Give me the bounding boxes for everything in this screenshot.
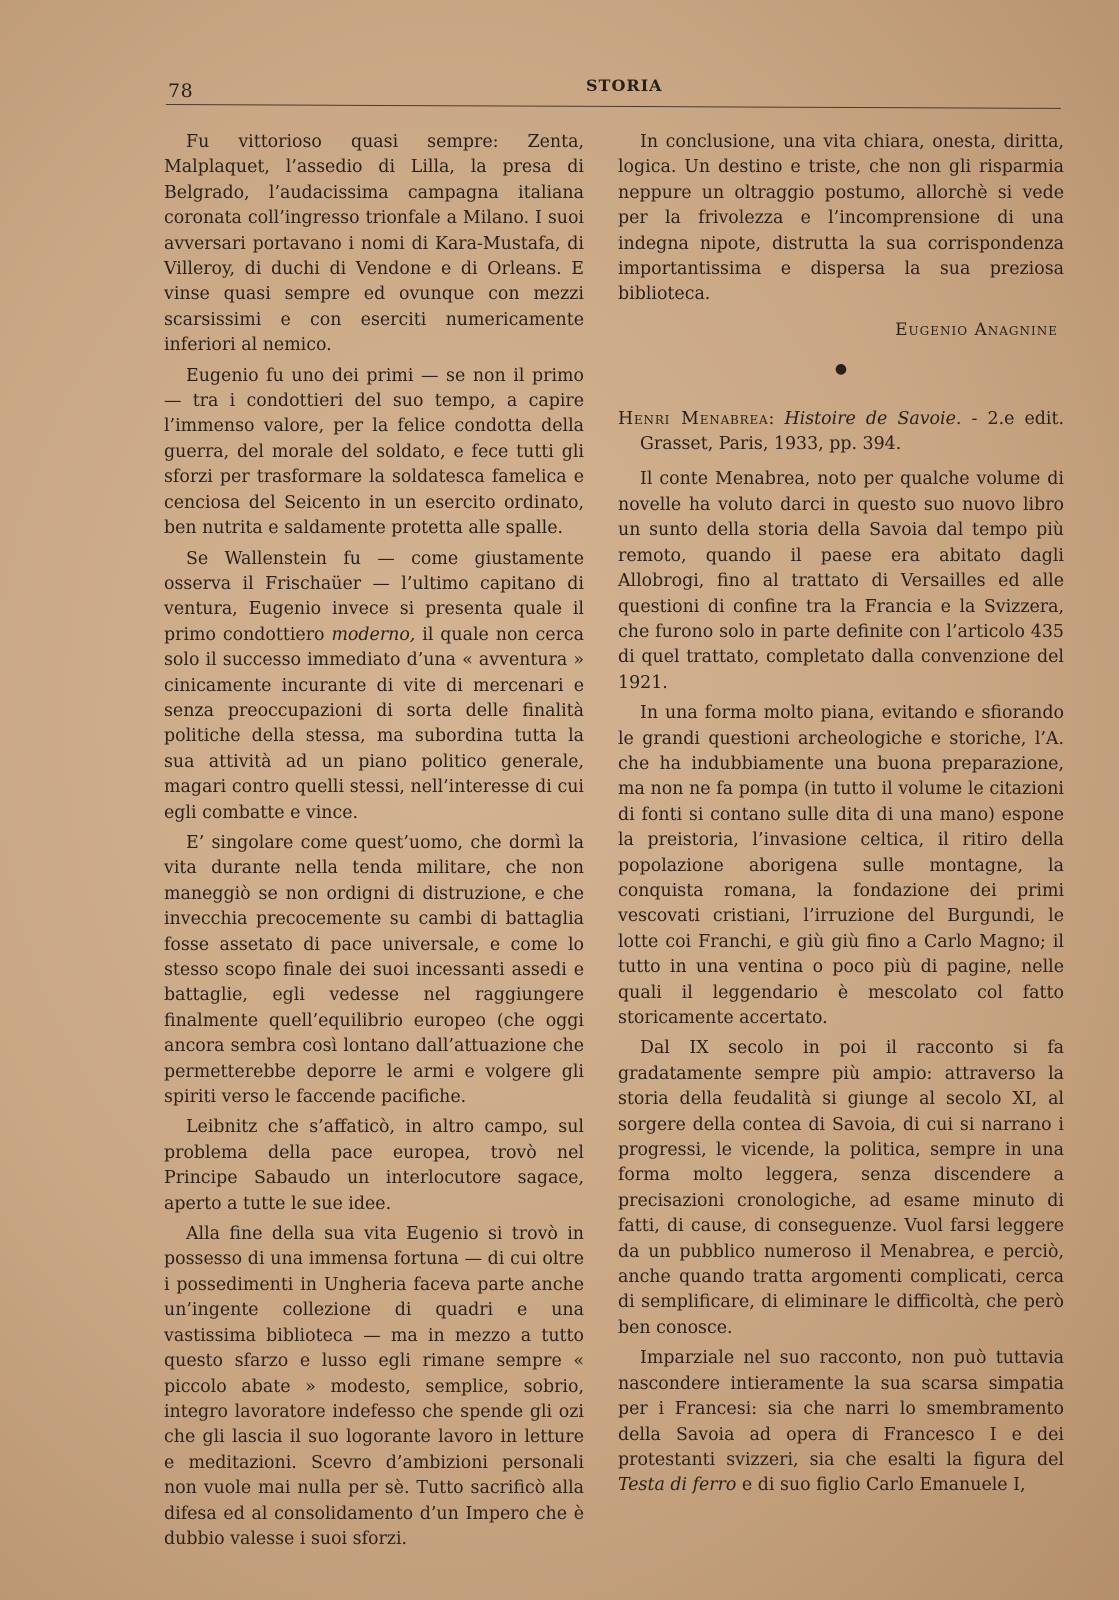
heading-colon: :: [768, 408, 785, 429]
paragraph: Dal IX secolo in poi il racconto si fa gradatamente sempre più ampio: attraverso la storia della feudalità si giunge al secolo XI, al sorgere della contea di Savoia, di cui si narrano i progressi, le vicende, la politica, sempre in una forma molto leggera, senza discendere a precisazioni cronologiche, ad esame minuto di fatti, di cause, di conseguenze. Vuol farsi leggere da un pubblico numeroso il Menabrea, e perciò, anche quando tratta argomenti complicati, cerca di semplificare, di eliminare le difficoltà, che però ben conosce.: [618, 1038, 1064, 1338]
paragraph: Fu vittorioso quasi sempre: Zenta, Malplaquet, l’assedio di Lilla, la presa di Belgrado, l’audacissima campagna italiana coronata coll’ingresso trionfale a Milano. I suoi avversari portavano i nomi di Kara-Mustafa, di Villeroy, di duchi di Vendone e di Orleans. E vinse quasi sempre ed ovunque con mezzi scarsissimi e con eserciti numericamente inferiori al nemico.: [164, 132, 584, 356]
paragraph: [164, 547, 584, 826]
running-title: STORIA: [586, 76, 663, 95]
paragraph: E’ singolare come quest’uomo, che dormì la vita durante nella tenda militare, che non maneggiò se non ordigni di distruzione, e che invecchia precocemente su cambi di battaglia fosse assetato di pace universale, e come lo stesso scopo finale dei suoi incessanti assedi e battaglie, egli vedesse nel raggiungere finalmente quell’equilibrio europeo (che oggi ancora sembra così lontano dall’attuazione che permetterebbe deporre le armi e volgere gli spiriti verso le faccende pacifiche.: [164, 832, 584, 1108]
conclusion-paragraph: In conclusione, una vita chiara, onesta, diritta, logica. Un destino e triste, che non gli risparmia neppure un oltraggio postumo, allorchè si vede per la frivolezza e l’incomprensione di una indegna nipote, distrutta la sua corrispondenza importantissima e dispersa la sua preziosa biblioteca.: [618, 132, 1064, 305]
separator-dot: ●: [834, 361, 848, 378]
paragraph: Alla fine della sua vita Eugenio si trovò in possesso di una immensa fortuna — di cui oltre i possedimenti in Ungheria faceva parte anche un’ingente collezione di quadri e una vastissima biblioteca — ma in mezzo a tutto questo sfarzo e lusso egli rimane sempre « piccolo abate » modesto, semplice, sobrio, integro lavoratore indefesso che spende gli ozi che gli lascia il suo logorante lavoro in letture e meditazioni. Scevro d’ambizioni personali non vuole mai nulla per sè. Tutto sacrificò alla difesa ed al consolidamento d’un Impero che è dubbio valesse i suoi sforzi.: [164, 1224, 584, 1549]
page-number: 78: [168, 80, 194, 102]
paragraph-text: e di suo figlio Carlo Emanuele I,: [736, 1475, 1026, 1496]
left-column: [164, 130, 584, 1557]
review-signature: Eugenio Anagnine: [895, 319, 1058, 340]
book-details: - 2.e edit. Grasset, Paris, 1933, pp. 394.: [640, 408, 1065, 455]
reviewed-book-title: Histoire de Savoie.: [784, 408, 962, 429]
paragraph: In una forma molto piana, evitando e sfiorando le grandi questioni archeologiche e storiche, l’A. che ha indubbiamente una buona preparazione, ma non ne fa pompa (in tutto il volume le citazioni di fonti si contano sulle dita di una mano) espone la preistoria, l’invasione celtica, il ritiro della popolazione aborigena sulle montagne, la conquista romana, la fondazione dei primi vescovati cristiani, l’irruzione del Burgundi, le lotte coi Franchi, e giù giù fino a Carlo Magno; il tutto in una ventina o poco più di pagine, nelle quali il leggendario è mescolato col fatto storicamente accertato.: [618, 703, 1064, 1028]
review-heading: [618, 407, 1064, 458]
paragraph-text: il quale non cerca solo il successo immediato d’una « avventura » cinicamente incurante di vite di mercenari e senza preoccupazioni di sorta delle finalità politiche della stessa, ma subordina tutta la sua attività ad un piano politico generale, magari contro quelli stessi, nell’interesse di cui egli combatte e vince.: [164, 624, 584, 823]
reviewed-author: Henri Menabrea: [618, 408, 769, 429]
paragraph-text: Se Wallenstein fu — come giustamente osserva il Frischaüer — l’ultimo capitano di ventura, Eugenio invece si presenta quale il primo condottiero: [164, 548, 584, 645]
paragraph: [618, 1346, 1064, 1498]
right-column: [618, 130, 1064, 1504]
header-rule: [166, 104, 1061, 109]
italic-word: moderno,: [331, 624, 416, 645]
paragraph: Il conte Menabrea, noto per qualche volume di novelle ha voluto darci in questo suo nuovo libro un sunto della storia della Savoia dal tempo più remoto, quando il paese era abitato dagli Allobrogi, fino al trattato di Versailles ed alle questioni di confine tra la Francia e la Svizzera, che furono solo in parte definite con l’articolo 435 di quel trattato, completato dalla convenzione del 1921.: [618, 469, 1064, 693]
paragraph-text: Imparziale nel suo racconto, non può tuttavia nascondere intieramente la sua scarsa simpatia per i Francesi: sia che narri lo smembramento della Savoia ad opera di Francesco I e dei protestanti svizzeri, sia che esalti la figura del: [618, 1348, 1064, 1470]
paragraph: Leibnitz che s’affaticò, in altro campo, sul problema della pace europea, trovò nel Principe Sabaudo un interlocutore sagace, aperto a tutte le sue idee.: [164, 1117, 584, 1214]
paragraph: Eugenio fu uno dei primi — se non il primo — tra i condottieri del suo tempo, a capire l’immenso valore, per la felice condotta della guerra, del morale del soldato, e fece tutti gli sforzi per trasformare la soldatesca famelica e cenciosa del Seicento in un esercito ordinato, ben nutrita e saldamente protetta alle spalle.: [164, 365, 584, 539]
italic-phrase: Testa di ferro: [618, 1475, 737, 1496]
